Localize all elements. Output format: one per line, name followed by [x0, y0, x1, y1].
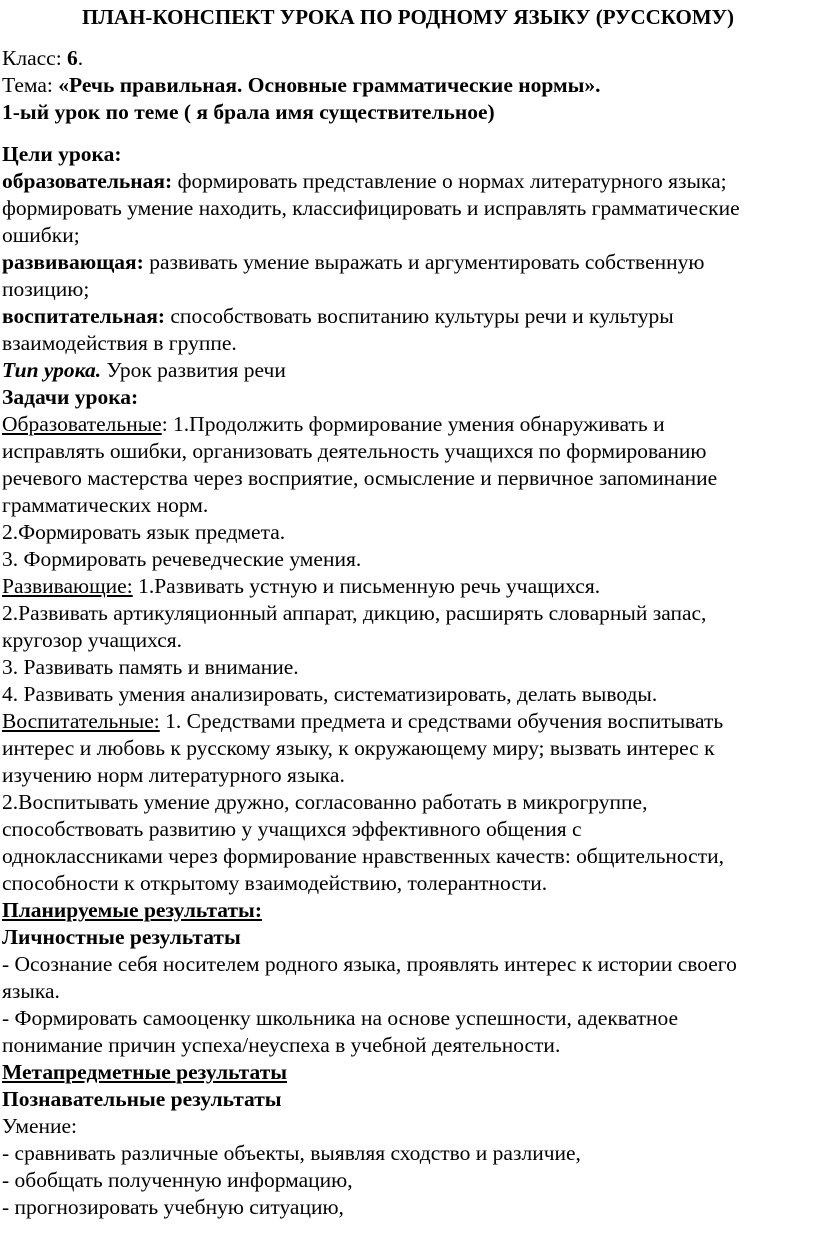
spacer: [2, 126, 814, 141]
goal-upbringing-label: воспитательная:: [2, 304, 166, 328]
goal-upbringing-line: [2, 303, 814, 330]
tasks-upbringing-text: 1. Средствами предмета и средствами обучения воспитывать: [159, 709, 724, 733]
skill-item-3: - прогнозировать учебную ситуацию,: [2, 1195, 344, 1219]
tasks-educational-text-4: грамматических норм.: [2, 493, 209, 517]
goal-developing-line: [2, 249, 814, 276]
goal-developing-label: развивающая:: [2, 250, 144, 274]
results-heading: Планируемые результаты:: [2, 898, 263, 922]
personal-results-heading: Личностные результаты: [2, 925, 241, 949]
tasks-developing-text-2: 2.Развивать артикуляционный аппарат, дикцию, расширять словарный запас,: [2, 601, 707, 625]
tasks-educational-label: Образовательные: [2, 412, 162, 436]
tasks-educational-text-2: исправлять ошибки, организовать деятельность учащихся по формированию: [2, 439, 707, 463]
goal-educational-line: [2, 168, 814, 195]
tasks-heading: Задачи урока:: [2, 385, 139, 409]
lesson-type-label: Тип урока.: [2, 358, 102, 382]
tasks-educational-line: [2, 411, 814, 438]
tasks-upbringing-text-7: способности к открытому взаимодействию, толерантности.: [2, 871, 548, 895]
goal-educational-text: формировать представление о нормах литературного языка;: [172, 169, 727, 193]
tasks-developing-text-4: 3. Развивать память и внимание.: [2, 655, 299, 679]
tasks-developing-text-3: кругозор учащихся.: [2, 628, 183, 652]
tasks-developing-line: [2, 573, 814, 600]
goal-upbringing-text: способствовать воспитанию культуры речи и культуры: [165, 304, 674, 328]
goals-heading: Цели урока:: [2, 142, 122, 166]
lesson-type-line: [2, 357, 814, 384]
topic-label: Тема:: [2, 73, 59, 97]
skill-item-1: - сравнивать различные объекты, выявляя сходство и различие,: [2, 1141, 581, 1165]
tasks-educational-text: : 1.Продолжить формирование умения обнаруживать и: [161, 412, 665, 436]
class-value: 6: [67, 46, 78, 70]
meta-results-heading: Метапредметные результаты: [2, 1060, 288, 1084]
document-title: ПЛАН-КОНСПЕКТ УРОКА ПО РОДНОМУ ЯЗЫКУ (РУССКОМУ): [81, 5, 735, 29]
tasks-upbringing-label: Воспитательные:: [2, 709, 160, 733]
goal-educational-text-2: формировать умение находить, классифицировать и исправлять грамматические: [2, 196, 740, 220]
topic-line: [2, 72, 814, 99]
tasks-upbringing-text-6: одноклассниками через формирование нравственных качеств: общительности,: [2, 844, 725, 868]
lesson-number-line: 1-ый урок по теме ( я брала имя существительное): [2, 100, 495, 124]
lesson-type-value: Урок развития речи: [101, 358, 286, 382]
tasks-upbringing-text-5: способствовать развитию у учащихся эффективного общения с: [2, 817, 582, 841]
class-label: Класс:: [2, 46, 68, 70]
tasks-upbringing-line: [2, 708, 814, 735]
personal-result-2-cont: понимание причин успеха/неуспеха в учебной деятельности.: [2, 1033, 561, 1057]
tasks-educational-text-3: речевого мастерства через восприятие, осмысление и первичное запоминание: [2, 466, 718, 490]
cognitive-results-heading: Познавательные результаты: [2, 1087, 282, 1111]
personal-result-1: - Осознание себя носителем родного языка, проявлять интерес к истории своего: [2, 952, 737, 976]
goal-educational-label: образовательная:: [2, 169, 173, 193]
personal-result-1-cont: языка.: [2, 979, 60, 1003]
skill-item-2: - обобщать полученную информацию,: [2, 1168, 353, 1192]
class-line: [2, 45, 814, 72]
goal-developing-text-2: позицию;: [2, 277, 90, 301]
skill-label: Умение:: [2, 1114, 78, 1138]
tasks-developing-text: 1.Развивать устную и письменную речь учащихся.: [132, 574, 601, 598]
goal-educational-text-3: ошибки;: [2, 223, 80, 247]
goal-developing-text: развивать умение выражать и аргументировать собственную: [143, 250, 705, 274]
tasks-upbringing-text-2: интерес и любовь к русскому языку, к окружающему миру; вызвать интерес к: [2, 736, 715, 760]
goal-upbringing-text-2: взаимодействия в группе.: [2, 331, 237, 355]
tasks-educational-text-5: 2.Формировать язык предмета.: [2, 520, 286, 544]
class-end: .: [77, 46, 84, 70]
tasks-upbringing-text-4: 2.Воспитывать умение дружно, согласованно работать в микрогруппе,: [2, 790, 648, 814]
tasks-educational-text-6: 3. Формировать речеведческие умения.: [2, 547, 362, 571]
topic-value: «Речь правильная. Основные грамматические нормы».: [58, 73, 601, 97]
personal-result-2: - Формировать самооценку школьника на основе успешности, адекватное: [2, 1006, 679, 1030]
tasks-upbringing-text-3: изучению норм литературного языка.: [2, 763, 345, 787]
tasks-developing-text-5: 4. Развивать умения анализировать, систематизировать, делать выводы.: [2, 682, 658, 706]
tasks-developing-label: Развивающие:: [2, 574, 133, 598]
